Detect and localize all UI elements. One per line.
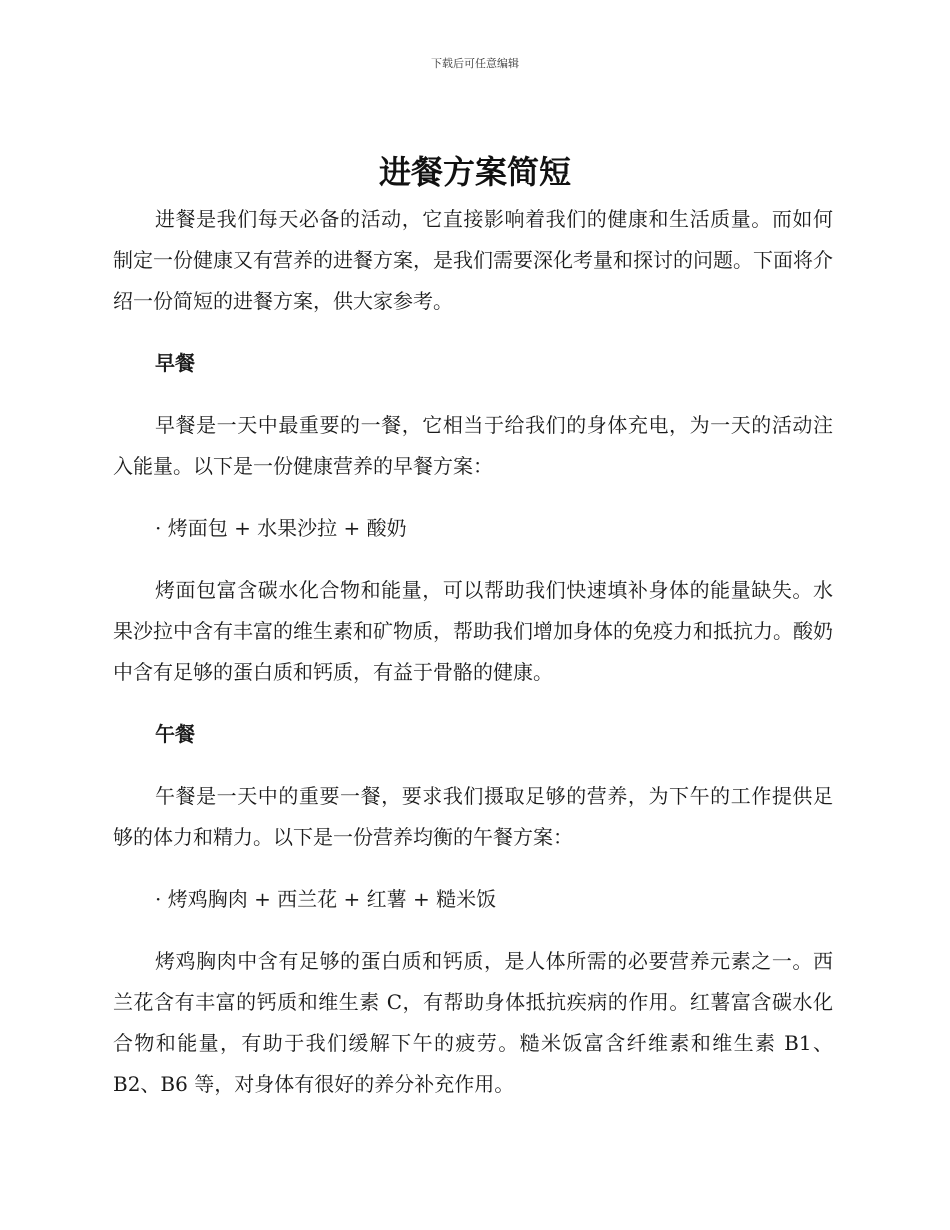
breakfast-menu: · 烤面包 + 水果沙拉 + 酸奶	[155, 516, 407, 540]
lunch-heading: 午餐	[155, 722, 195, 746]
document-body	[113, 199, 833, 1126]
lunch-description: 午餐是一天中的重要一餐，要求我们摄取足够的营养，为下午的工作提供足够的体力和精力。以下是一份营养均衡的午餐方案：	[113, 784, 833, 849]
lunch-menu: · 烤鸡胸肉 + 西兰花 + 红薯 + 糙米饭	[155, 887, 497, 911]
breakfast-description: 早餐是一天中最重要的一餐，它相当于给我们的身体充电，为一天的活动注入能量。以下是一份健康营养的早餐方案：	[113, 413, 833, 478]
breakfast-explanation: 烤面包富含碳水化合物和能量，可以帮助我们快速填补身体的能量缺失。水果沙拉中含有丰富的维生素和矿物质，帮助我们增加身体的免疫力和抵抗力。酸奶中含有足够的蛋白质和钙质，有益于骨骼的健康。	[113, 578, 833, 684]
lunch-explanation: 烤鸡胸肉中含有足够的蛋白质和钙质，是人体所需的必要营养元素之一。西兰花含有丰富的钙质和维生素 C，有帮助身体抵抗疾病的作用。红薯富含碳水化合物和能量，有助于我们缓解下午的疲劳。糙米饭富含纤维素和维生素 B1、B2、B6 等，对身体有很好的养分补充作用。	[113, 949, 833, 1096]
document-title: 进餐方案简短	[378, 153, 571, 191]
breakfast-heading: 早餐	[155, 351, 195, 375]
page-header-note: 下载后可任意编辑	[431, 57, 519, 70]
intro-paragraph: 进餐是我们每天必备的活动，它直接影响着我们的健康和生活质量。而如何制定一份健康又有营养的进餐方案，是我们需要深化考量和探讨的问题。下面将介绍一份简短的进餐方案，供大家参考。	[113, 207, 833, 313]
